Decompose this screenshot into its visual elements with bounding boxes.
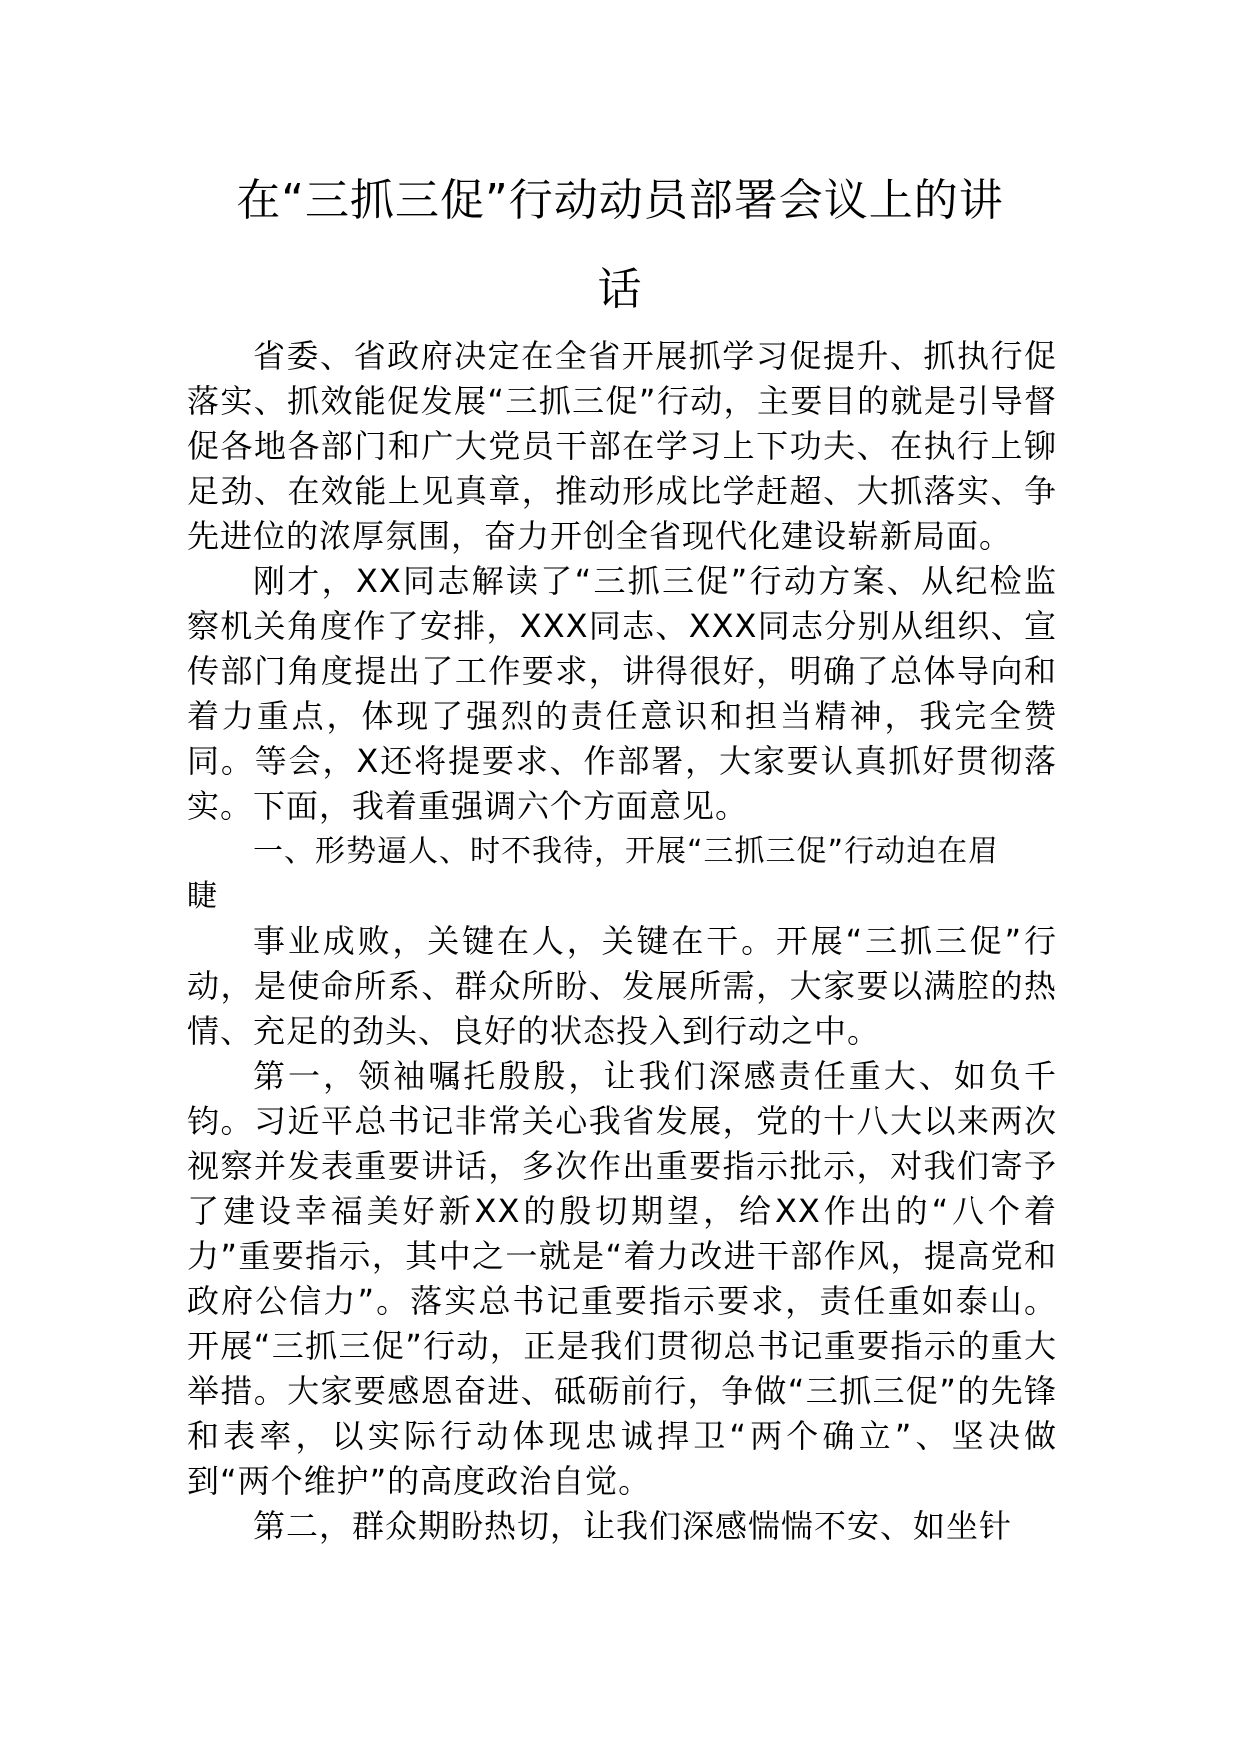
document-title-line-2: 话 [597,264,643,315]
paragraph-section-intro: 事业成败，关键在人，关键在干。开展“三抓三促”行动，是使命所系、群众所盼、发展所需，大家要以满腔的热情、充足的劲头、良好的状态投入到行动之中。 [187,922,1057,1050]
paragraph-remarks: 刚才，XX同志解读了“三抓三促”行动方案、从纪检监察机关角度作了安排，XXX同志、XXX同志分别从组织、宣传部门角度提出了工作要求，讲得很好，明确了总体导向和着力重点，体现了强烈的责任意识和担当精神，我完全赞同。等会，X还将提要求、作部署，大家要认真抓好贯彻落实。下面，我着重强调六个方面意见。 [187,562,1057,825]
section-heading-1: 一、形势逼人、时不我待，开展“三抓三促”行动迫在眉睫 [187,834,1000,914]
document-title-line-1: 在“三抓三促”行动动员部署会议上的讲 [236,175,1004,226]
paragraph-point-1: 第一，领袖嘱托殷殷，让我们深感责任重大、如负千钧。习近平总书记非常关心我省发展，党的十八大以来两次视察并发表重要讲话，多次作出重要指示批示，对我们寄予了建设幸福美好新XX的殷切期望，给XX作出的“八个着力”重要指示，其中之一就是“着力改进干部作风，提高党和政府公信力”。落实总书记重要指示要求，责任重如泰山。开展“三抓三促”行动，正是我们贯彻总书记重要指示的重大举措。大家要感恩奋进、砥砺前行，争做“三抓三促”的先锋和表率，以实际行动体现忠诚捍卫“两个确立”、坚决做到“两个维护”的高度政治自觉。 [187,1057,1057,1500]
paragraph-intro: 省委、省政府决定在全省开展抓学习促提升、抓执行促落实、抓效能促发展“三抓三促”行动，主要目的就是引导督促各地各部门和广大党员干部在学习上下功夫、在执行上铆足劲、在效能上见真章，推动形成比学赶超、大抓落实、争先进位的浓厚氛围，奋力开创全省现代化建设崭新局面。 [187,337,1057,555]
document-body [187,334,1057,1549]
paragraph-point-2: 第二，群众期盼热切，让我们深感惴惴不安、如坐针 [253,1507,1013,1545]
